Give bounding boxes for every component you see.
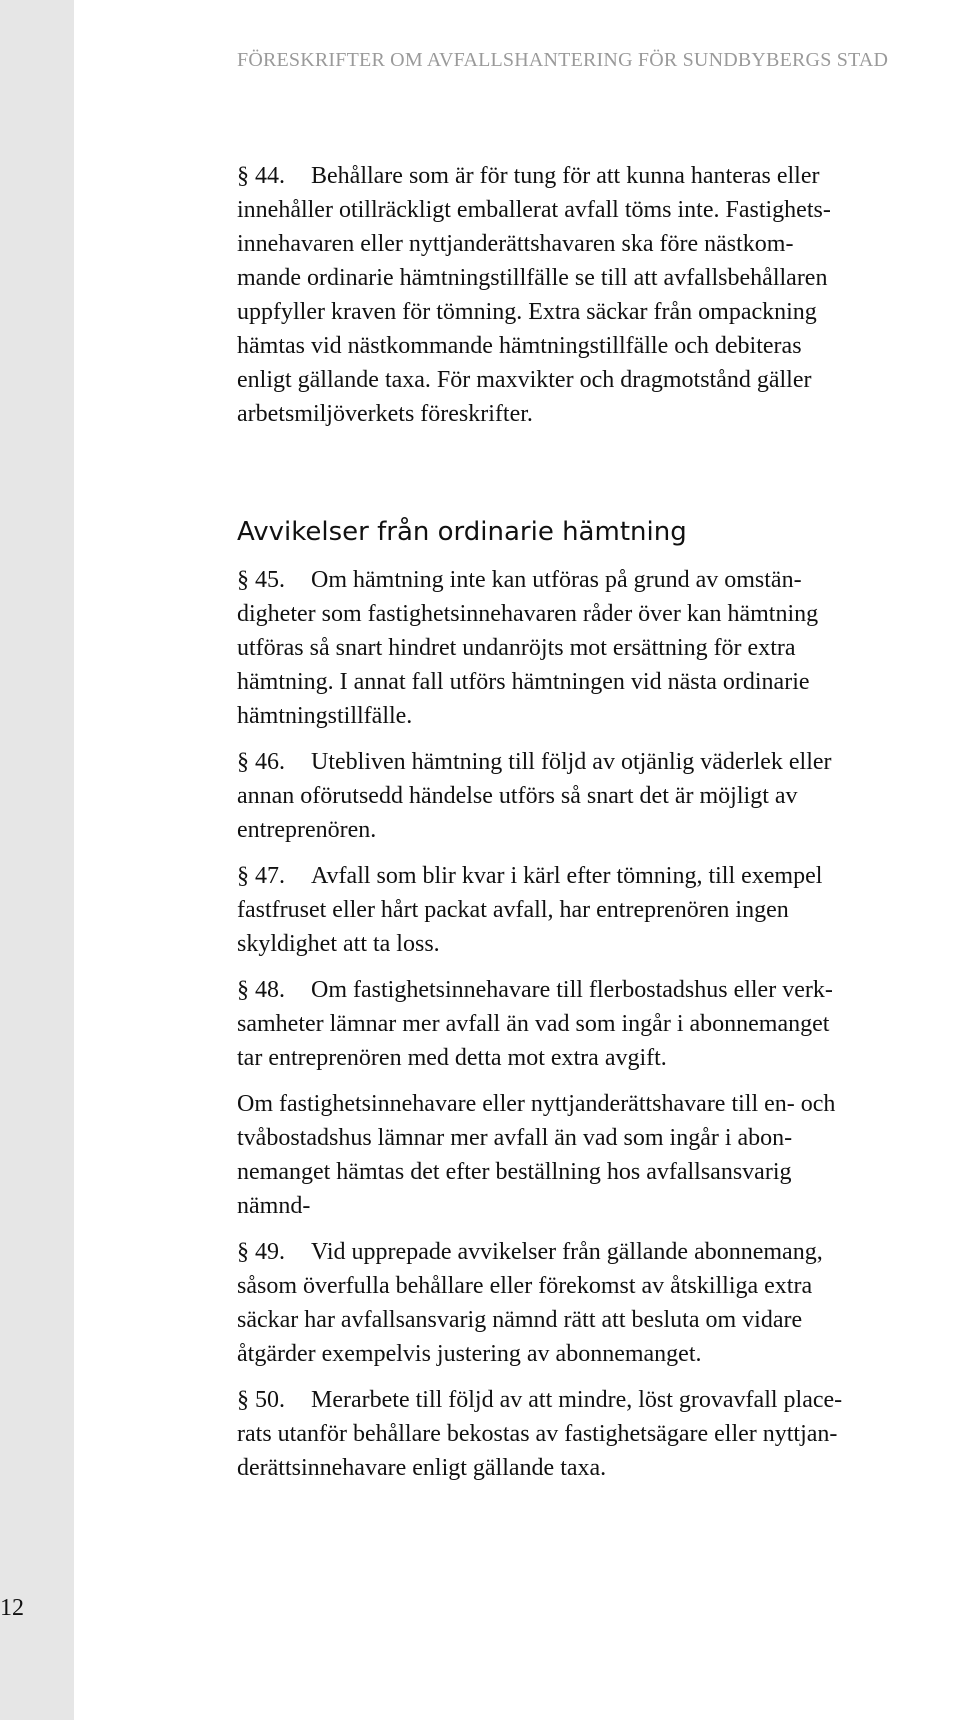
section-44 xyxy=(237,159,957,431)
section-46 xyxy=(237,745,957,847)
section-49 xyxy=(237,1235,957,1371)
running-header: FÖRESKRIFTER OM AVFALLSHANTERING FÖR SUNDBYBERGS STAD xyxy=(237,49,889,71)
section-45 xyxy=(237,563,957,733)
paragraph-line: annan oförutsedd händelse utförs så snart det är möjligt av xyxy=(237,783,798,809)
paragraph-line: derättsinnehavare enligt gällande taxa. xyxy=(237,1455,607,1481)
paragraph-line: § 44. Behållare som är för tung för att kunna hanteras eller xyxy=(237,159,957,193)
section-heading: Avvikelser från ordinarie hämtning xyxy=(237,517,687,547)
section-number: § 48. xyxy=(237,977,285,1003)
section-number: § 46. xyxy=(237,749,285,775)
paragraph-line: nämnd- xyxy=(237,1193,311,1219)
paragraph-line: § 46. Utebliven hämtning till följd av otjänlig väderlek eller xyxy=(237,745,957,779)
paragraph-line: säckar har avfallsansvarig nämnd rätt att besluta om vidare xyxy=(237,1307,803,1333)
paragraph-line: hämtas vid nästkommande hämtningstillfälle och debiteras xyxy=(237,333,802,359)
left-margin-band xyxy=(0,0,74,1720)
section-50 xyxy=(237,1383,957,1485)
paragraph-line: skyldighet att ta loss. xyxy=(237,931,440,957)
paragraph-line: utföras så snart hindret undanröjts mot ersättning för extra xyxy=(237,635,796,661)
paragraph-line: tar entreprenören med detta mot extra avgift. xyxy=(237,1045,667,1071)
paragraph-line: såsom överfulla behållare eller förekomst av åtskilliga extra xyxy=(237,1273,813,1299)
paragraph-line: § 47. Avfall som blir kvar i kärl efter tömning, till exempel xyxy=(237,859,957,893)
paragraph-line: åtgärder exempelvis justering av abonnemanget. xyxy=(237,1341,702,1367)
document-body xyxy=(237,159,957,1485)
section-48-continued xyxy=(237,1087,957,1223)
paragraph-line: hämtningstillfälle. xyxy=(237,703,413,729)
paragraph-line: tvåbostadshus lämnar mer avfall än vad som ingår i abon- xyxy=(237,1125,793,1151)
page-number: 12 xyxy=(0,1595,24,1621)
paragraph-line: nemanget hämtas det efter beställning hos avfallsansvarig xyxy=(237,1159,792,1185)
paragraph-line: § 49. Vid upprepade avvikelser från gällande abonnemang, xyxy=(237,1235,957,1269)
paragraph-line: § 45. Om hämtning inte kan utföras på grund av omstän- xyxy=(237,563,957,597)
section-number: § 44. xyxy=(237,163,285,189)
paragraph-line: fastfruset eller hårt packat avfall, har entreprenören ingen xyxy=(237,897,789,923)
paragraph-line: innehåller otillräckligt emballerat avfall töms inte. Fastighets- xyxy=(237,197,831,223)
paragraph-line: mande ordinarie hämtningstillfälle se till att avfallsbehållaren xyxy=(237,265,828,291)
paragraph-line: Om fastighetsinnehavare eller nyttjanderättshavare till en- och xyxy=(237,1091,836,1117)
paragraph-line: hämtning. I annat fall utförs hämtningen vid nästa ordinarie xyxy=(237,669,810,695)
paragraph-line: rats utanför behållare bekostas av fastighetsägare eller nyttjan- xyxy=(237,1421,838,1447)
section-47 xyxy=(237,859,957,961)
section-number: § 49. xyxy=(237,1239,285,1265)
section-number: § 45. xyxy=(237,567,285,593)
paragraph-line: arbetsmiljöverkets föreskrifter. xyxy=(237,401,533,427)
section-number: § 47. xyxy=(237,863,285,889)
paragraph-line: innehavaren eller nyttjanderättshavaren ska före nästkom- xyxy=(237,231,794,257)
paragraph-line: samheter lämnar mer avfall än vad som ingår i abonnemanget xyxy=(237,1011,830,1037)
section-number: § 50. xyxy=(237,1387,285,1413)
paragraph-line: uppfyller kraven för tömning. Extra säckar från ompackning xyxy=(237,299,817,325)
paragraph-line: § 50. Merarbete till följd av att mindre, löst grovavfall place- xyxy=(237,1383,957,1417)
paragraph-line: digheter som fastighetsinnehavaren råder över kan hämtning xyxy=(237,601,819,627)
section-48 xyxy=(237,973,957,1075)
paragraph-line: enligt gällande taxa. För maxvikter och dragmotstånd gäller xyxy=(237,367,812,393)
paragraph-line: entreprenören. xyxy=(237,817,377,843)
paragraph-line: § 48. Om fastighetsinnehavare till flerbostadshus eller verk- xyxy=(237,973,957,1007)
